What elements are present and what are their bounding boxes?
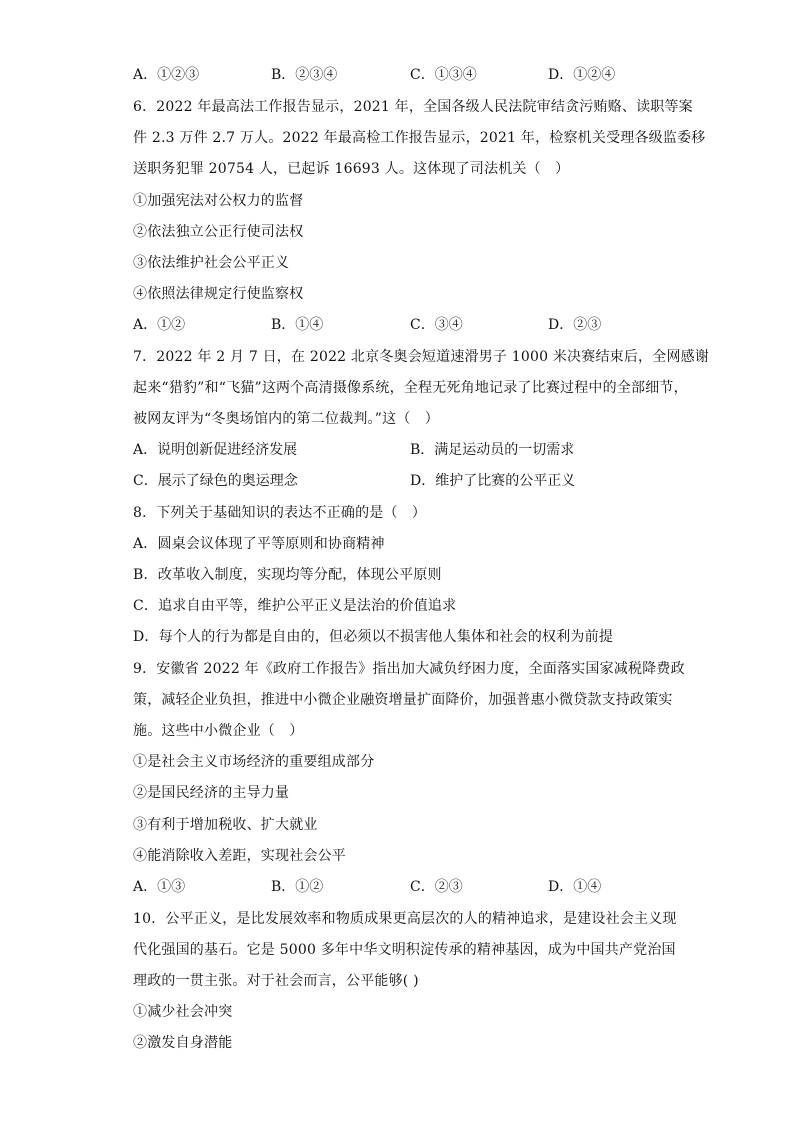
q6-item-3: ③依法维护社会公平正义 — [133, 255, 290, 271]
q5-option-d: D．①②④ — [548, 67, 616, 83]
q8-option-b: B．改革收入制度，实现均等分配，体现公平原则 — [133, 567, 442, 583]
q6-stem-line-1: 6．2022 年最高法工作报告显示，2021 年，全国各级人民法院审结贪污贿赂、读职等案 — [133, 99, 693, 115]
q9-item-4: ④能消除收入差距，实现社会公平 — [133, 848, 346, 864]
q8-option-a: A．圆桌会议体现了平等原则和协商精神 — [133, 536, 385, 552]
q9-item-3: ③有利于增加税收、扩大就业 — [133, 817, 318, 833]
q8-stem: 8．下列关于基础知识的表达不正确的是（ ） — [133, 505, 427, 521]
q7-stem-line-3: 被网友评为“冬奥场馆内的第二位裁判。”这（ ） — [133, 411, 439, 427]
q8-option-c: C．追求自由平等，维护公平正义是法治的价值追求 — [133, 598, 457, 614]
q9-stem-line-2: 策，减轻企业负担，推进中小微企业融资增量扩面降价，加强普惠小微贷款支持政策实 — [133, 692, 673, 708]
q10-stem-line-1: 10．公平正义，是比发展效率和物质成果更高层次的人的精神追求，是建设社会主义现 — [133, 911, 677, 927]
q9-option-a: A．①③ — [133, 879, 186, 895]
q9-item-1: ①是社会主义市场经济的重要组成部分 — [133, 754, 375, 770]
q9-stem-line-3: 施。这些中小微企业（ ） — [133, 723, 304, 739]
q8-option-d: D．每个人的行为都是自由的，但必须以不损害他人集体和社会的权利为前提 — [133, 629, 614, 645]
q7-option-a: A．说明创新促进经济发展 — [133, 442, 298, 458]
q9-option-c: C．②③ — [410, 879, 463, 895]
q7-stem-line-1: 7．2022 年 2 月 7 日，在 2022 北京冬奥会短道速滑男子 1000 米决赛结束后，全网感谢 — [133, 349, 710, 365]
q9-option-b: B．①② — [271, 879, 324, 895]
q6-stem-line-3: 送职务犯罪 20754 人，已起诉 16693 人。这体现了司法机关（ ） — [133, 161, 570, 177]
q10-item-2: ②激发自身潜能 — [133, 1035, 233, 1051]
q6-item-1: ①加强宪法对公权力的监督 — [133, 193, 304, 209]
q6-item-2: ②依法独立公正行使司法权 — [133, 224, 304, 240]
q5-option-a: A．①②③ — [133, 67, 200, 83]
q10-stem-line-3: 理政的一贯主张。对于社会而言，公平能够( ) — [133, 973, 419, 989]
q7-option-c: C．展示了绿色的奥运理念 — [133, 473, 298, 489]
q7-stem-line-2: 起来“猎豹”和“飞猫”这两个高清摄像系统，全程无死角地记录了比赛过程中的全部细节， — [133, 380, 688, 396]
q5-option-c: C．①③④ — [410, 67, 477, 83]
q10-item-1: ①减少社会冲突 — [133, 1004, 233, 1020]
q6-option-d: D．②③ — [548, 317, 602, 333]
q5-option-b: B．②③④ — [271, 67, 338, 83]
q6-option-b: B．①④ — [271, 317, 324, 333]
q6-option-c: C．③④ — [410, 317, 463, 333]
q6-item-4: ④依照法律规定行使监察权 — [133, 286, 304, 302]
q7-option-d: D．维护了比赛的公平正义 — [410, 473, 576, 489]
q10-stem-line-2: 代化强国的基石。它是 5000 多年中华文明积淀传承的精神基因，成为中国共产党治国 — [133, 942, 676, 958]
q7-option-b: B．满足运动员的一切需求 — [410, 442, 575, 458]
q6-option-a: A．①② — [133, 317, 186, 333]
q6-stem-line-2: 件 2.3 万件 2.7 万人。2022 年最高检工作报告显示，2021 年，检察机关受理各级监委移 — [133, 130, 706, 146]
q9-item-2: ②是国民经济的主导力量 — [133, 785, 290, 801]
q9-option-d: D．①④ — [548, 879, 602, 895]
q9-stem-line-1: 9．安徽省 2022 年《政府工作报告》指出加大减负纾困力度，全面落实国家减税降费政 — [133, 661, 685, 677]
